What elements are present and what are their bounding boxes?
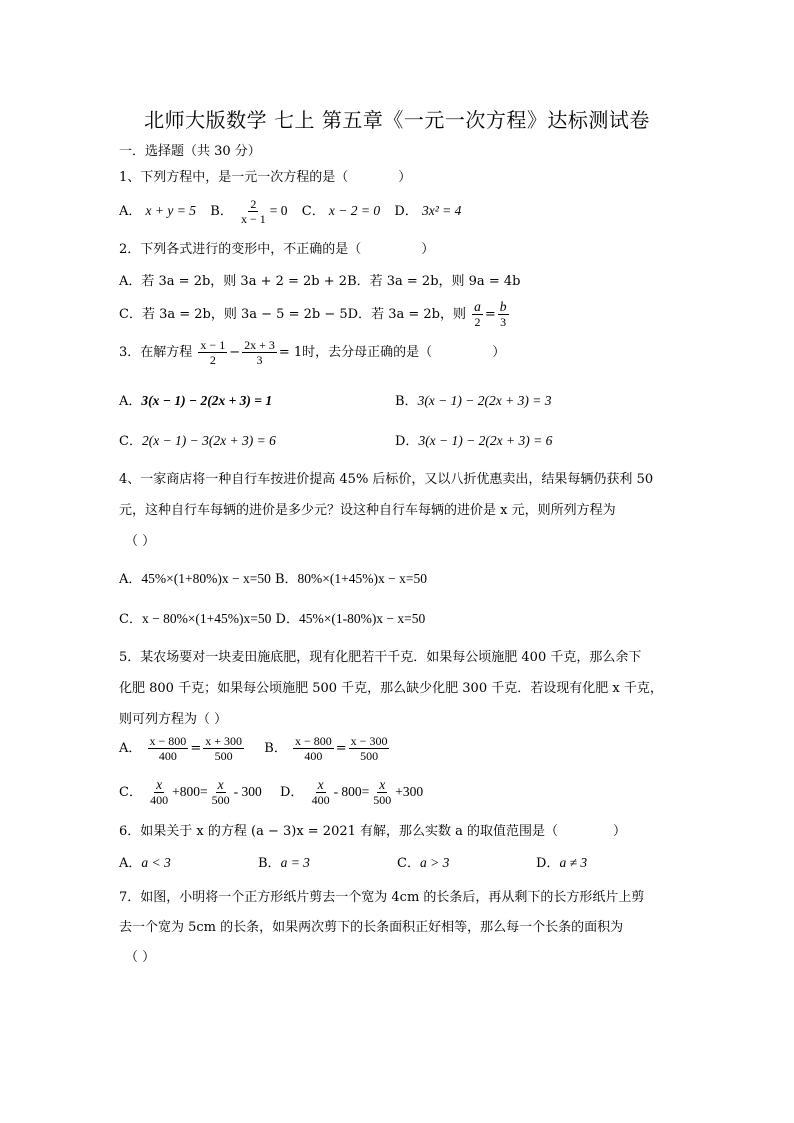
question-6: [119, 820, 626, 839]
q2-option-a: 若 3a = 2b，则 3a + 2 = 2b + 2: [141, 274, 348, 289]
option-label: B．: [274, 572, 298, 587]
q4-options-row2: [119, 608, 425, 627]
q1-stem: 1、下列方程中，是一元一次方程的是（: [119, 170, 349, 185]
q5-option-a-fraction-2: $\frac{x + 300}{500}$: [205, 734, 242, 763]
q3-option-a-row: [119, 390, 272, 409]
option-label: D．: [347, 307, 372, 322]
q7-line-2: 去一个宽为 5cm 的长条，如果两次剪下的长条面积正好相等，那么每一个长条的面积为: [119, 920, 624, 935]
q3-option-d: 3(x − 1) − 2(2x + 3) = 6: [418, 433, 553, 448]
q3-option-c-row: [119, 430, 276, 449]
question-1: [119, 166, 411, 185]
q3-stem-tail: = 1时，去分母正确的是（: [278, 345, 433, 360]
q1-close: ）: [398, 170, 412, 185]
option-label: A．: [119, 394, 142, 409]
q1-options: [119, 196, 461, 227]
option-label: B．: [210, 204, 233, 219]
q3-option-b-row: [395, 390, 551, 409]
q5-option-d-mid: - 800=: [333, 784, 370, 799]
q5-option-d-fraction-2: $\frac{x}{500}$: [373, 777, 392, 807]
q4-option-c: x − 80%×(1+45%)x=50: [141, 611, 272, 626]
option-label: B．: [347, 274, 370, 289]
q2-option-c: 若 3a = 2b，则 3a − 5 = 2b − 5: [141, 307, 348, 322]
q5-options-row2: [119, 775, 423, 810]
option-label: C．: [397, 856, 420, 871]
q6-option-d-row: [536, 852, 587, 871]
option-label: B．: [258, 856, 281, 871]
q2-options-row2: C．若 3a = 2b，则 3a − 5 = 2b − 5D．若 3a = 2b，则 $\frac{a}{2}$ = $\frac{b}{3}$: [119, 299, 507, 329]
q6-option-a-row: [119, 852, 171, 871]
option-label: B．: [395, 394, 418, 409]
q5-option-c-fraction-2: $\frac{x}{500}$: [211, 777, 230, 807]
q5-options-row1: A． $\frac{x - 800}{400}$ = $\frac{x + 300}{500}$ B． $\frac{x - 800}{400}$ = $\frac{x - 300}{500}$: [119, 734, 388, 763]
q5-option-d-fraction-1: $\frac{x}{400}$: [311, 777, 330, 807]
q3-option-a: 3(x − 1) − 2(2x + 3) = 1: [141, 393, 273, 408]
option-label: D．: [275, 612, 299, 627]
question-3: 3．在解方程 $\frac{x - 1}{2}$ − $\frac{2x + 3}{3}$ = 1时，去分母正确的是（ ）: [119, 338, 506, 367]
option-label: D．: [394, 204, 418, 219]
q3-stem-head: 3．在解方程: [119, 345, 193, 360]
q2-option-d-head: 若 3a = 2b，则: [371, 307, 466, 322]
q4-option-b: 80%×(1+45%)x − x=50: [297, 571, 427, 586]
q5-option-b-fraction-1: $\frac{x - 800}{400}$: [294, 734, 332, 763]
option-label: D．: [536, 856, 560, 871]
option-label: C．: [301, 204, 325, 219]
option-label: A．: [119, 741, 142, 756]
option-label: C．: [119, 785, 142, 800]
q6-option-c: a > 3: [419, 855, 450, 870]
q2-option-b: 若 3a = 2b，则 9a = 4b: [369, 274, 521, 289]
q3-option-d-row: [395, 430, 552, 449]
q1-option-a: x + y = 5: [145, 203, 196, 218]
q2-option-d-fraction-2: $\frac{b}{3}$: [499, 299, 507, 329]
section-heading: 一．选择题（共 30 分）: [119, 144, 261, 159]
q4-options-row1: [119, 568, 427, 587]
q3-fraction-2: $\frac{2x + 3}{3}$: [244, 338, 275, 367]
q5-line-3: 则可列方程为（ ）: [119, 712, 228, 727]
page-title: 北师大版数学 七上 第五章《一元一次方程》达标测试卷: [144, 108, 650, 132]
q2-stem: 2．下列各式进行的变形中，不正确的是（: [119, 242, 362, 257]
q5-option-c-tail: - 300: [233, 784, 262, 799]
q5-option-b-fraction-2: $\frac{x - 300}{500}$: [350, 734, 388, 763]
q6-option-d: a ≠ 3: [559, 855, 588, 870]
option-label: A．: [119, 572, 142, 587]
option-label: C．: [119, 612, 142, 627]
q5-option-c-fraction-1: $\frac{x}{400}$: [150, 777, 169, 807]
q6-option-a: a < 3: [141, 855, 171, 870]
option-label: D．: [279, 785, 304, 800]
q1-option-c: x − 2 = 0: [328, 203, 381, 218]
q3-close: ）: [492, 345, 506, 360]
q5-line-1: 5．某农场要对一块麦田施底肥，现有化肥若干千克．如果每公顷施肥 400 千克，那么余下: [119, 650, 642, 665]
option-label: A．: [119, 856, 142, 871]
q5-line-2: 化肥 800 千克；如果每公顷施肥 500 千克，那么缺少化肥 300 千克．若设现有化肥 x 千克，: [119, 681, 663, 696]
q4-line-2: 元，这种自行车每辆的进价是多少元？设这种自行车每辆的进价是 x 元，则所列方程为: [119, 503, 616, 518]
option-label: C．: [119, 307, 142, 322]
q1-option-d: 3x² = 4: [421, 203, 462, 218]
option-label: D．: [395, 434, 419, 449]
q2-close: ）: [421, 242, 435, 257]
option-label: A．: [119, 274, 142, 289]
q4-option-d: 45%×(1-80%)x − x=50: [298, 611, 426, 626]
option-label: B．: [264, 741, 287, 756]
q7-line-1: 7．如图，小明将一个正方形纸片剪去一个宽为 4cm 的长条后，再从剩下的长方形纸片上剪: [119, 890, 645, 905]
q7-line-3: （ ）: [125, 950, 156, 965]
q4-option-a: 45%×(1+80%)x − x=50: [141, 571, 271, 586]
q6-option-c-row: [397, 852, 449, 871]
q5-option-c-mid: +800=: [172, 784, 208, 799]
q1-option-b-tail: = 0: [269, 203, 288, 218]
q3-option-c: 2(x − 1) − 3(2x + 3) = 6: [141, 433, 276, 448]
q6-stem: 6．如果关于 x 的方程 (a − 3)x = 2021 有解，那么实数 a 的取值范围是（: [119, 824, 559, 839]
q6-option-b-row: [258, 852, 310, 871]
q4-line-1: 4、一家商店将一种自行车按进价提高 45% 后标价，又以八折优惠卖出，结果每辆仍获利 50: [119, 472, 654, 487]
q4-line-3: （ ）: [125, 534, 156, 549]
q6-close: ）: [613, 824, 627, 839]
q2-option-d-fraction-1: $\frac{a}{2}$: [474, 299, 481, 329]
option-label: C．: [119, 434, 142, 449]
q3-option-b: 3(x − 1) − 2(2x + 3) = 3: [417, 393, 552, 408]
option-label: A．: [119, 204, 142, 219]
q5-option-d-tail: +300: [395, 784, 424, 799]
q1-option-b-fraction: $\frac{2}{x - 1}$: [240, 197, 266, 226]
q3-fraction-1: $\frac{x - 1}{2}$: [200, 338, 226, 367]
q6-option-b: a = 3: [280, 855, 310, 870]
question-2: [119, 238, 434, 257]
q2-options-row1: [119, 270, 520, 289]
q5-option-a-fraction-1: $\frac{x - 800}{400}$: [149, 734, 187, 763]
